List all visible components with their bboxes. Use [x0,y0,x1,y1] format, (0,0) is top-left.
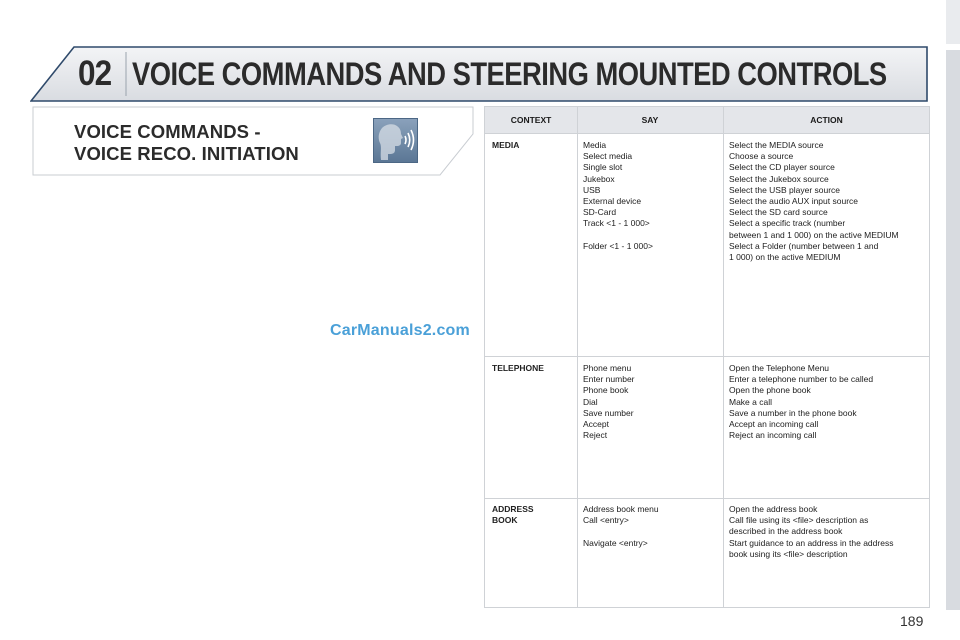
table-row-telephone-context [492,363,544,374]
action-item: Select a specific track (number [729,218,846,229]
action-item: Reject an incoming call [729,430,817,441]
context-label: BOOK [492,515,518,526]
say-item: Call <entry> [583,515,629,526]
column-header-say: SAY [641,115,659,125]
section-title [74,121,299,165]
table-header-row [485,107,929,134]
row-divider [485,498,929,499]
row-divider [485,356,929,357]
column-divider [723,107,724,607]
section-title-line1: VOICE COMMANDS - [74,121,261,142]
table-row-address-book-say [583,504,723,549]
say-item: Select media [583,151,633,162]
say-item: Reject [583,430,608,441]
side-strip-top [946,0,960,44]
say-item: Phone book [583,385,629,396]
action-item: Select a Folder (number between 1 and [729,240,879,251]
action-item: Enter a telephone number to be called [729,374,874,385]
action-item: Select the Jukebox source [729,173,829,184]
action-item: Select the CD player source [729,162,835,173]
action-item: Select the USB player source [729,184,841,195]
context-label: MEDIA [492,140,520,150]
action-item: Select the SD card source [729,207,828,218]
action-item: Call file using its <file> description as [729,515,869,526]
say-item: Jukebox [583,173,615,184]
say-item: Folder <1 - 1 000> [583,240,653,251]
context-label: TELEPHONE [492,363,544,373]
action-item: 1 000) on the active MEDIUM [729,252,841,263]
table-row-telephone-say [583,363,723,441]
action-item: Accept an incoming call [729,419,819,430]
table-row-media-context [492,140,519,151]
table-row-media-say [583,140,723,252]
action-item: Open the address book [729,504,818,514]
say-item: Save number [583,407,634,418]
say-item: Media [583,140,607,150]
action-item: Select the audio AUX input source [729,196,858,207]
chapter-number: 02 [78,54,112,93]
say-spacer [583,230,723,241]
say-item: Dial [583,396,598,407]
page-title: VOICE COMMANDS AND STEERING MOUNTED CONTROLS [132,56,887,92]
voice-commands-table [484,106,930,608]
table-row-address-book-action [729,504,929,560]
column-divider [577,107,578,607]
column-header-action: ACTION [810,115,843,125]
say-item: Navigate <entry> [583,537,648,548]
say-item: Enter number [583,374,635,385]
column-header-context: CONTEXT [510,115,552,125]
say-item: Track <1 - 1 000> [583,218,650,229]
table-row-address-book-context [492,504,534,526]
say-item: USB [583,184,601,195]
action-item: Open the phone book [729,385,811,396]
side-strip [946,50,960,610]
voice-recognition-icon [373,118,418,163]
action-item: described in the address book [729,526,843,537]
action-item: between 1 and 1 000) on the active MEDIUM [729,229,899,240]
table-row-telephone-action [729,363,929,441]
action-item: Save a number in the phone book [729,407,857,418]
action-item: Open the Telephone Menu [729,363,830,373]
say-item: SD-Card [583,207,617,218]
action-item: Select the MEDIA source [729,140,824,150]
context-label: ADDRESS [492,504,534,514]
page-number: 189 [900,613,924,629]
action-item: Make a call [729,396,772,407]
watermark-text: CarManuals2.com [330,322,470,339]
action-item: book using its <file> description [729,548,848,559]
table-row-media-action [729,140,929,263]
action-item: Start guidance to an address in the address [729,537,894,548]
say-spacer [583,526,723,537]
say-item: External device [583,196,642,207]
action-item: Choose a source [729,151,794,162]
say-item: Accept [583,419,609,430]
say-item: Address book menu [583,504,659,514]
say-item: Phone menu [583,363,632,373]
chapter-header [30,46,928,102]
say-item: Single slot [583,162,623,173]
section-title-line2: VOICE RECO. INITIATION [74,143,299,164]
